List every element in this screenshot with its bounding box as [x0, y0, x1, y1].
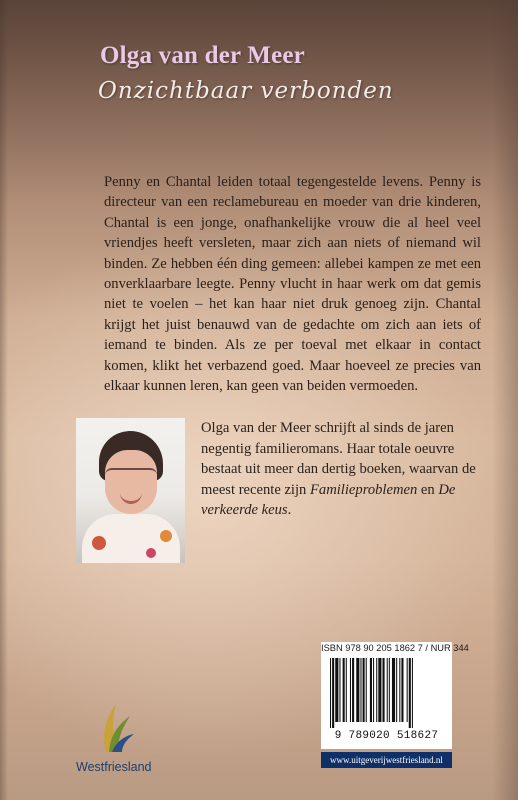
barcode-icon	[330, 658, 445, 728]
author-photo	[76, 418, 185, 563]
barcode-box	[321, 642, 469, 749]
bio-book-2: De verkeerde keus	[201, 481, 456, 519]
westfriesland-logo-icon	[96, 698, 136, 754]
bio-text: Olga van der Meer schrijft al sinds de jaren negentig familieromans. Haar totale oeuvre bestaat uit meer dan dertig boeken, waarvan de meest recente zijn	[201, 420, 476, 498]
author-name: Olga van der Meer	[100, 42, 305, 69]
bio-end: .	[287, 502, 292, 519]
publisher-name: Westfriesland	[76, 760, 152, 774]
spine-shadow-left	[0, 0, 8, 800]
bio-book-1: Familieproblemen	[310, 481, 418, 498]
barcode-number: 9 789020 518627	[334, 730, 439, 742]
blurb-text: Penny en Chantal leiden totaal tegengestelde levens. Penny is directeur van een reclamebureau en moeder van drie kinderen, Chantal is een jonge, onafhankelijke vrouw die al heel veel vriendjes heeft versleten, maar zich aan niets of niemand wil binden. Ze hebben één ding gemeen: allebei kampen ze met een onverklaarbare leegte. Penny vlucht in haar werk om dat gemis niet te voelen – het kan haar niet druk genoeg zijn. Chantal krijgt het juist benauwd van de gedachte om zich aan iets of iemand te binden. Als ze per toeval met elkaar in contact komen, klikt het verbazend goed. Maar hoeveel ze precies van elkaar kunnen leren, kan geen van beiden vermoeden.	[104, 174, 481, 395]
publisher-url: www.uitgeverijwestfriesland.nl	[321, 752, 452, 768]
book-title: Onzichtbaar verbonden	[98, 78, 394, 104]
bio-connector: en	[420, 481, 435, 498]
author-bio	[201, 418, 491, 521]
spine-shadow-right	[492, 0, 518, 800]
isbn-text: ISBN 978 90 205 1862 7 / NUR 344	[321, 643, 469, 653]
